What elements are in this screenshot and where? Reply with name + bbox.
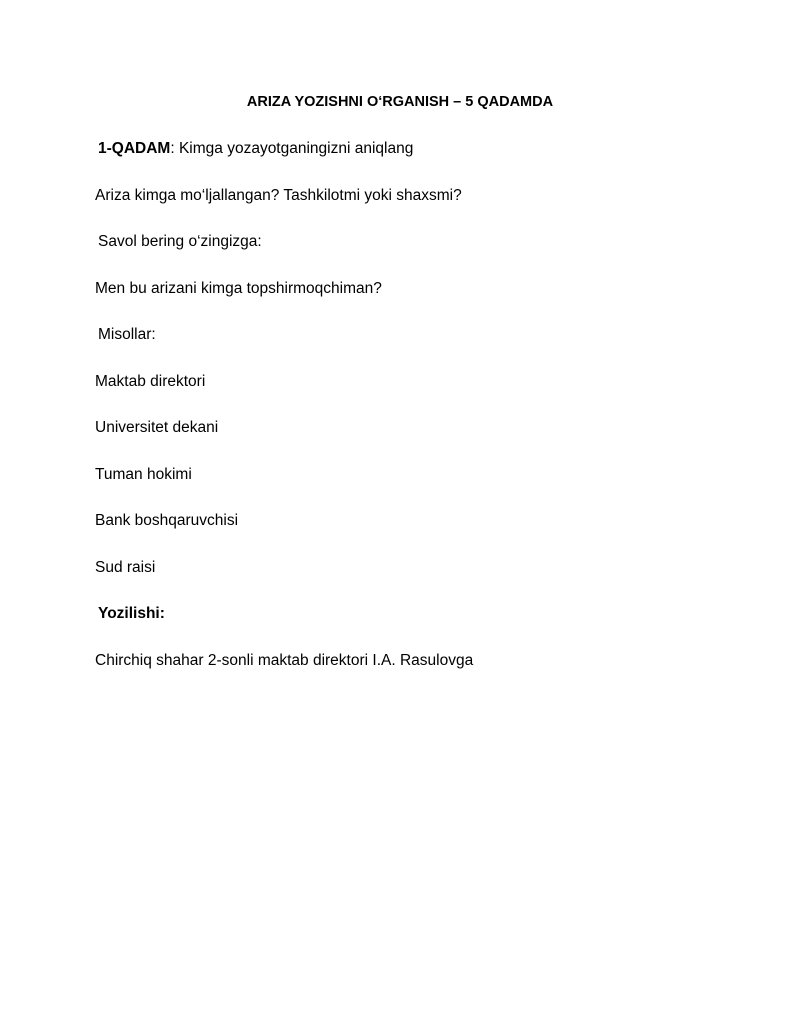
document-title: ARIZA YOZISHNI O‘RGANISH – 5 QADAMDA [246, 94, 554, 110]
example-item: Tuman hokimi [95, 466, 192, 483]
ask-yourself-line: Savol bering o‘zingizga: [98, 233, 262, 250]
example-item: Sud raisi [95, 559, 156, 576]
question-line: Ariza kimga mo‘ljallangan? Tashkilotmi yoki shaxsmi? [95, 187, 462, 204]
step-line [98, 139, 413, 159]
example-item: Universitet dekani [95, 419, 219, 436]
writing-example: Chirchiq shahar 2-sonli maktab direktori I.A. Rasulovga [95, 652, 474, 669]
self-question-line: Men bu arizani kimga topshirmoqchiman? [95, 280, 382, 297]
step-text: : Kimga yozayotganingizni aniqlang [170, 140, 414, 157]
writing-heading: Yozilishi: [98, 605, 165, 622]
step-label: 1-QADAM [98, 140, 171, 157]
example-item: Bank boshqaruvchisi [95, 512, 239, 529]
example-item: Maktab direktori [95, 373, 206, 390]
examples-heading: Misollar: [98, 326, 156, 343]
